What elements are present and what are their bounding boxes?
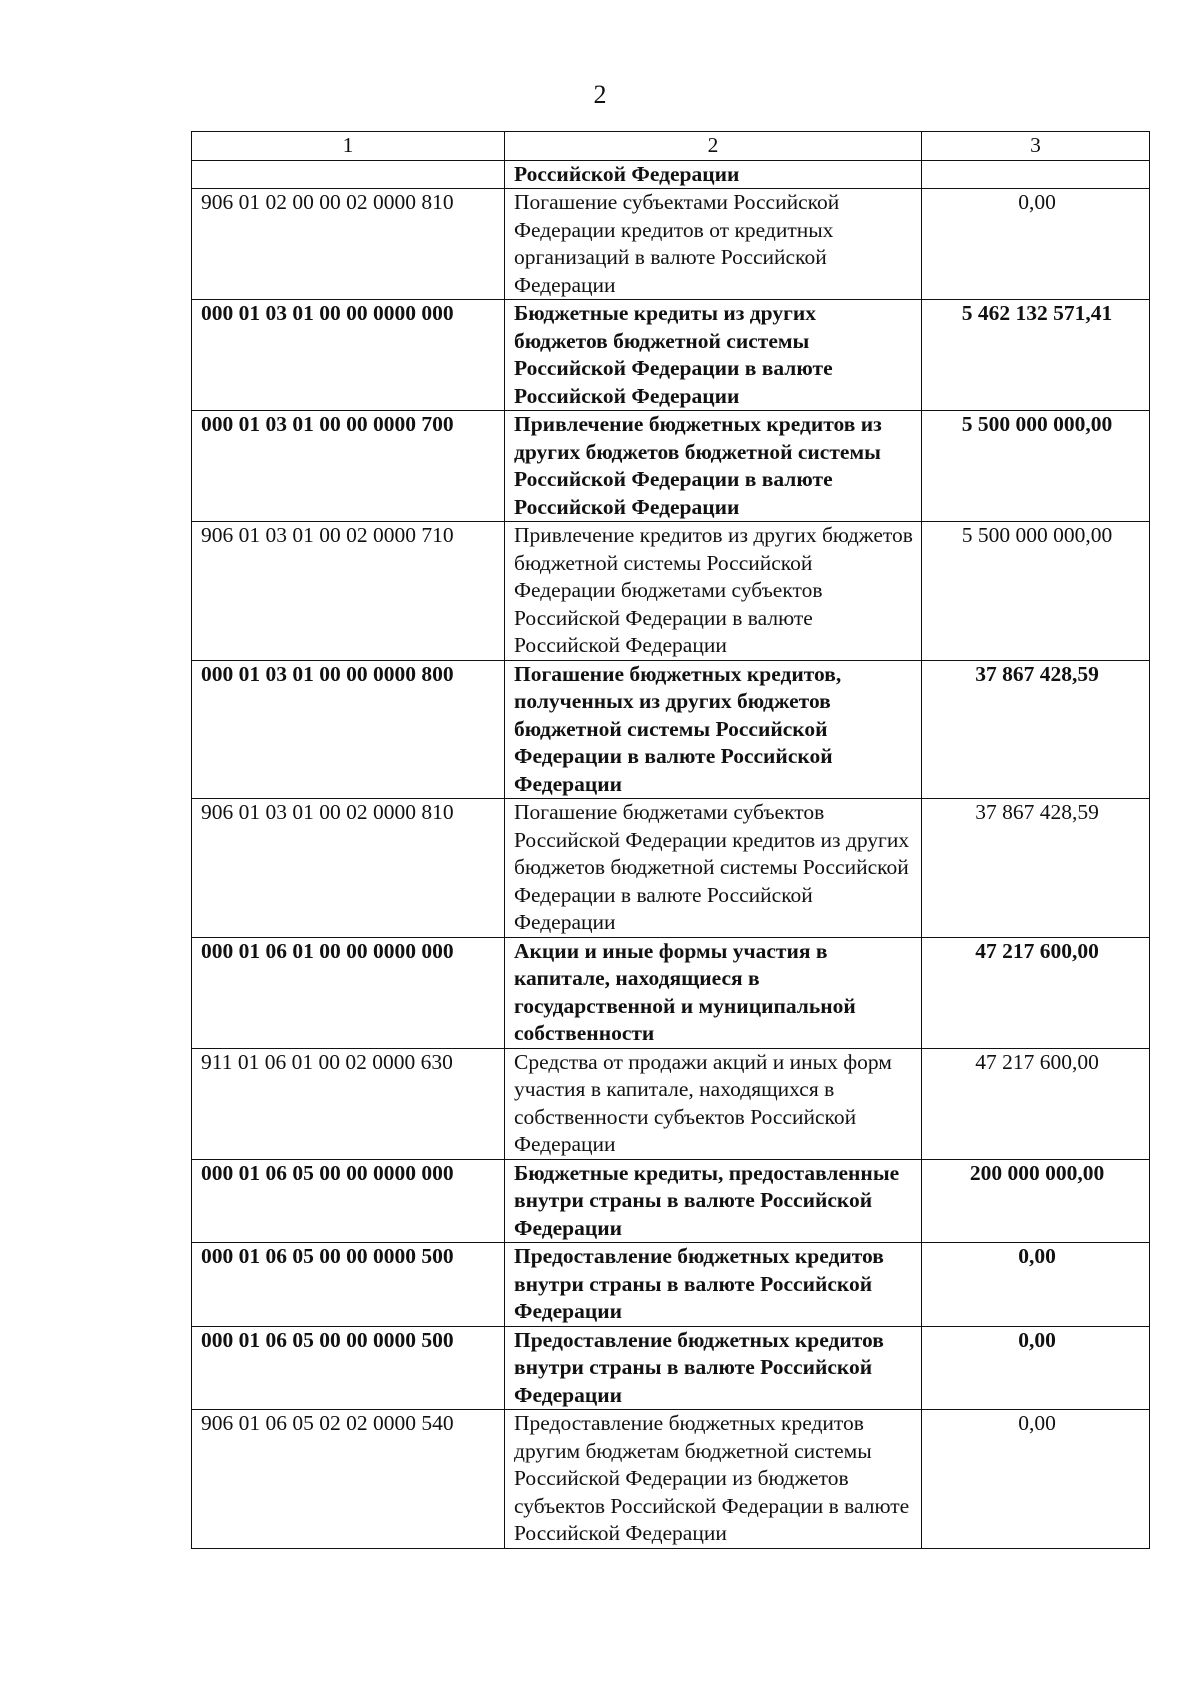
table-row (192, 1243, 1150, 1327)
amount-cell: 37 867 428,59 (922, 799, 1150, 938)
amount-cell (922, 160, 1150, 189)
source-name-cell: Российской Федерации (505, 160, 922, 189)
budget-code-cell: 000 01 06 05 00 00 0000 500 (192, 1326, 505, 1410)
budget-code-cell: 000 01 03 01 00 00 0000 800 (192, 660, 505, 799)
budget-code-cell: 906 01 02 00 00 02 0000 810 (192, 189, 505, 300)
amount-cell: 5 500 000 000,00 (922, 522, 1150, 661)
budget-code-cell: 906 01 03 01 00 02 0000 810 (192, 799, 505, 938)
table-header (192, 132, 1150, 161)
page-number: 2 (593, 80, 607, 109)
source-name-cell: Погашение бюджетами субъектов Российской Федерации кредитов из других бюджетов бюджетной системы Российской Федерации в валюте Российской Федерации (505, 799, 922, 938)
header-col-2: 2 (505, 132, 922, 161)
source-name-cell: Бюджетные кредиты, предоставленные внутри страны в валюте Российской Федерации (505, 1159, 922, 1243)
table-row (192, 799, 1150, 938)
source-name-cell: Средства от продажи акций и иных форм участия в капитале, находящихся в собственности субъектов Российской Федерации (505, 1048, 922, 1159)
budget-sources-table (191, 131, 1150, 1549)
budget-code-cell: 000 01 03 01 00 00 0000 700 (192, 411, 505, 522)
amount-cell: 5 462 132 571,41 (922, 300, 1150, 411)
table-row (192, 160, 1150, 189)
source-name-cell: Акции и иные формы участия в капитале, находящиеся в государственной и муниципальной собственности (505, 937, 922, 1048)
table-row (192, 189, 1150, 300)
budget-code-cell: 000 01 06 05 00 00 0000 500 (192, 1243, 505, 1327)
budget-code-cell (192, 160, 505, 189)
source-name-cell: Бюджетные кредиты из других бюджетов бюджетной системы Российской Федерации в валюте Российской Федерации (505, 300, 922, 411)
table-body (192, 160, 1150, 1548)
budget-code-cell: 000 01 03 01 00 00 0000 000 (192, 300, 505, 411)
source-name-cell: Привлечение бюджетных кредитов из других бюджетов бюджетной системы Российской Федерации в валюте Российской Федерации (505, 411, 922, 522)
table-row (192, 300, 1150, 411)
amount-cell: 0,00 (922, 1410, 1150, 1549)
table-row (192, 937, 1150, 1048)
budget-code-cell: 911 01 06 01 00 02 0000 630 (192, 1048, 505, 1159)
table-row (192, 1410, 1150, 1549)
source-name-cell: Погашение субъектами Российской Федерации кредитов от кредитных организаций в валюте Российской Федерации (505, 189, 922, 300)
source-name-cell: Предоставление бюджетных кредитов внутри страны в валюте Российской Федерации (505, 1243, 922, 1327)
header-row (192, 132, 1150, 161)
budget-code-cell: 000 01 06 05 00 00 0000 000 (192, 1159, 505, 1243)
table-row (192, 522, 1150, 661)
amount-cell: 200 000 000,00 (922, 1159, 1150, 1243)
table-row (192, 1326, 1150, 1410)
amount-cell: 0,00 (922, 1326, 1150, 1410)
amount-cell: 37 867 428,59 (922, 660, 1150, 799)
source-name-cell: Погашение бюджетных кредитов, полученных из других бюджетов бюджетной системы Российской Федерации в валюте Российской Федерации (505, 660, 922, 799)
header-col-1: 1 (192, 132, 505, 161)
budget-code-cell: 906 01 06 05 02 02 0000 540 (192, 1410, 505, 1549)
budget-code-cell: 906 01 03 01 00 02 0000 710 (192, 522, 505, 661)
amount-cell: 0,00 (922, 189, 1150, 300)
table-row (192, 1048, 1150, 1159)
amount-cell: 47 217 600,00 (922, 1048, 1150, 1159)
table-row (192, 1159, 1150, 1243)
amount-cell: 5 500 000 000,00 (922, 411, 1150, 522)
amount-cell: 0,00 (922, 1243, 1150, 1327)
source-name-cell: Предоставление бюджетных кредитов внутри страны в валюте Российской Федерации (505, 1326, 922, 1410)
budget-code-cell: 000 01 06 01 00 00 0000 000 (192, 937, 505, 1048)
table-row (192, 411, 1150, 522)
source-name-cell: Предоставление бюджетных кредитов другим бюджетам бюджетной системы Российской Федерации из бюджетов субъектов Российской Федерации в валюте Российской Федерации (505, 1410, 922, 1549)
source-name-cell: Привлечение кредитов из других бюджетов бюджетной системы Российской Федерации бюджетами субъектов Российской Федерации в валюте Российской Федерации (505, 522, 922, 661)
table-row (192, 660, 1150, 799)
header-col-3: 3 (922, 132, 1150, 161)
amount-cell: 47 217 600,00 (922, 937, 1150, 1048)
